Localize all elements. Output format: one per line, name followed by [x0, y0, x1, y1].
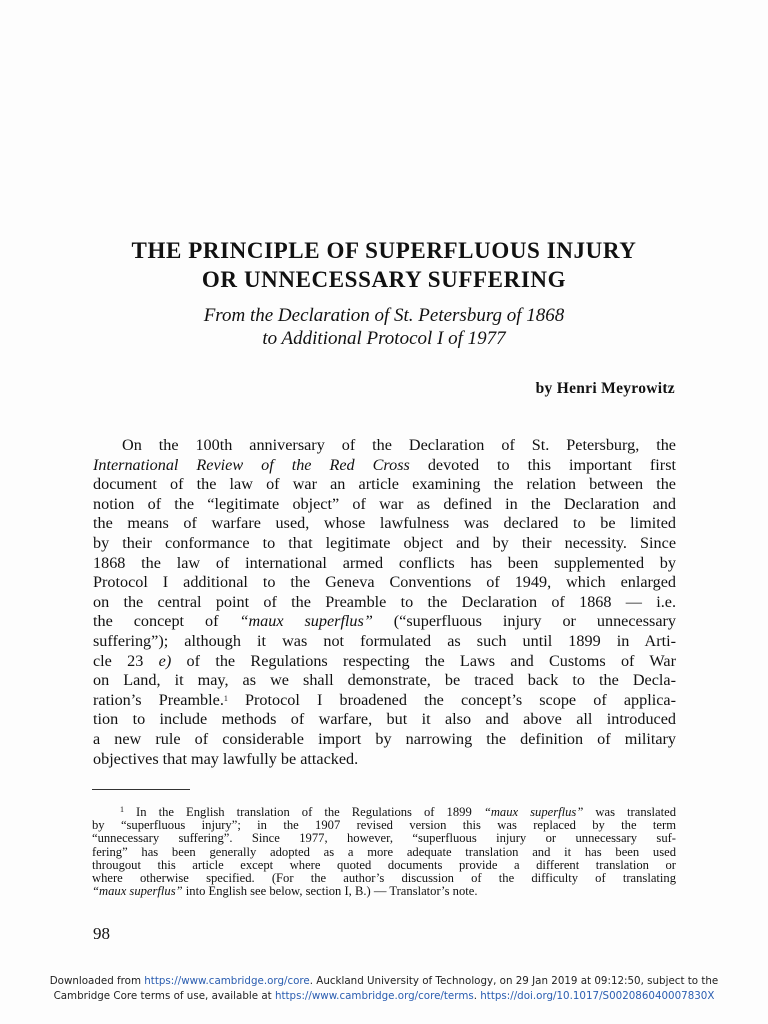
page-number: 98	[93, 924, 110, 943]
footnote	[92, 806, 676, 898]
title-line-2: OR UNNECESSARY SUFFERING	[201, 267, 567, 292]
article-title	[60, 236, 708, 294]
body-line: the means of warfare used, whose lawfulness was declared to be limited	[93, 514, 676, 533]
footnote-line: througout this article except where quoted documents provide a different translation or	[92, 857, 676, 872]
download-line-1: Downloaded from https://www.cambridge.org/core. Auckland University of Technology, on 29 Jan 2019 at 09:12:50, subject to the	[49, 975, 719, 987]
body-line: objectives that may lawfully be attacked.	[93, 749, 359, 768]
body-line: On the 100th anniversary of the Declaration of St. Petersburg, the	[122, 436, 676, 454]
footnote-line: by “superfluous injury”; in the 1907 revised version this was replaced by the term	[92, 818, 676, 833]
body-line: document of the law of war an article examining the relation between the	[93, 475, 676, 494]
doi-link[interactable]: https://doi.org/10.1017/S002086040007830X	[480, 990, 715, 1002]
title-line-1: THE PRINCIPLE OF SUPERFLUOUS INJURY	[131, 238, 637, 263]
footnote-ref[interactable]: 1	[223, 693, 228, 703]
body-line: ration’s Preamble.$^1$ Protocol I broadened the concept’s scope of applica-	[93, 690, 676, 709]
download-line-2: Cambridge Core terms of use, available at https://www.cambridge.org/core/terms. https://doi.org/10.1017/S002086040007830X	[53, 990, 715, 1002]
body-line: notion of the “legitimate object” of war as defined in the Declaration and	[93, 494, 676, 513]
body-line: on the central point of the Preamble to the Declaration of 1868 — i.e.	[93, 592, 676, 611]
footnote-line: $^1$ In the English translation of the Regulations of 1899 “maux superflus” was translated	[120, 805, 676, 819]
body-paragraph	[93, 436, 676, 769]
article-subtitle	[60, 304, 708, 350]
footnote-marker: 1	[120, 805, 124, 814]
body-line: cle 23 e) of the Regulations respecting the Laws and Customs of War	[93, 651, 676, 670]
body-line: on Land, it may, as we shall demonstrate, be traced back to the Decla-	[93, 671, 676, 690]
terms-link[interactable]: https://www.cambridge.org/core/terms	[274, 990, 474, 1002]
body-line: a new rule of considerable import by narrowing the definition of military	[93, 729, 676, 748]
body-line: International Review of the Red Cross devoted to this important first	[93, 455, 676, 474]
download-notice	[0, 974, 768, 1004]
cambridge-core-link[interactable]: https://www.cambridge.org/core	[144, 975, 310, 987]
subtitle-line-1: From the Declaration of St. Petersburg of 1868	[203, 305, 565, 326]
body-line: tion to include methods of warfare, but it also and above all introduced	[93, 710, 676, 729]
author-byline: by Henri Meyrowitz	[535, 380, 675, 397]
body-line: the concept of “maux superflus” (“superfluous injury or unnecessary	[93, 612, 677, 631]
footnote-line: “unnecessary suffering”. Since 1977, however, “superfluous injury or unnecessary suf-	[92, 831, 676, 846]
body-line: suffering”); although it was not formulated as such until 1899 in Arti-	[93, 631, 676, 650]
footnote-line: fering” has been generally adopted as a more adequate translation and it has been used	[92, 844, 676, 859]
footnote-line: where otherwise specified. (For the author’s discussion of the difficulty of translating	[92, 871, 676, 886]
body-line: 1868 the law of international armed conflicts has been supplemented by	[93, 553, 676, 572]
maux-superflus-term: “maux superflus”	[239, 612, 373, 631]
body-line: Protocol I additional to the Geneva Conventions of 1949, which enlarged	[93, 573, 676, 592]
journal-name: International Review of the Red Cross	[93, 455, 410, 474]
footnote-line: “maux superflus” into English see below, section I, B.) — Translator’s note.	[92, 884, 478, 899]
body-line: by their conformance to that legitimate object and by their necessity. Since	[93, 533, 676, 552]
article-letter: e)	[158, 651, 172, 670]
subtitle-line-2: to Additional Protocol I of 1977	[262, 328, 506, 349]
footnote-divider	[92, 789, 190, 790]
